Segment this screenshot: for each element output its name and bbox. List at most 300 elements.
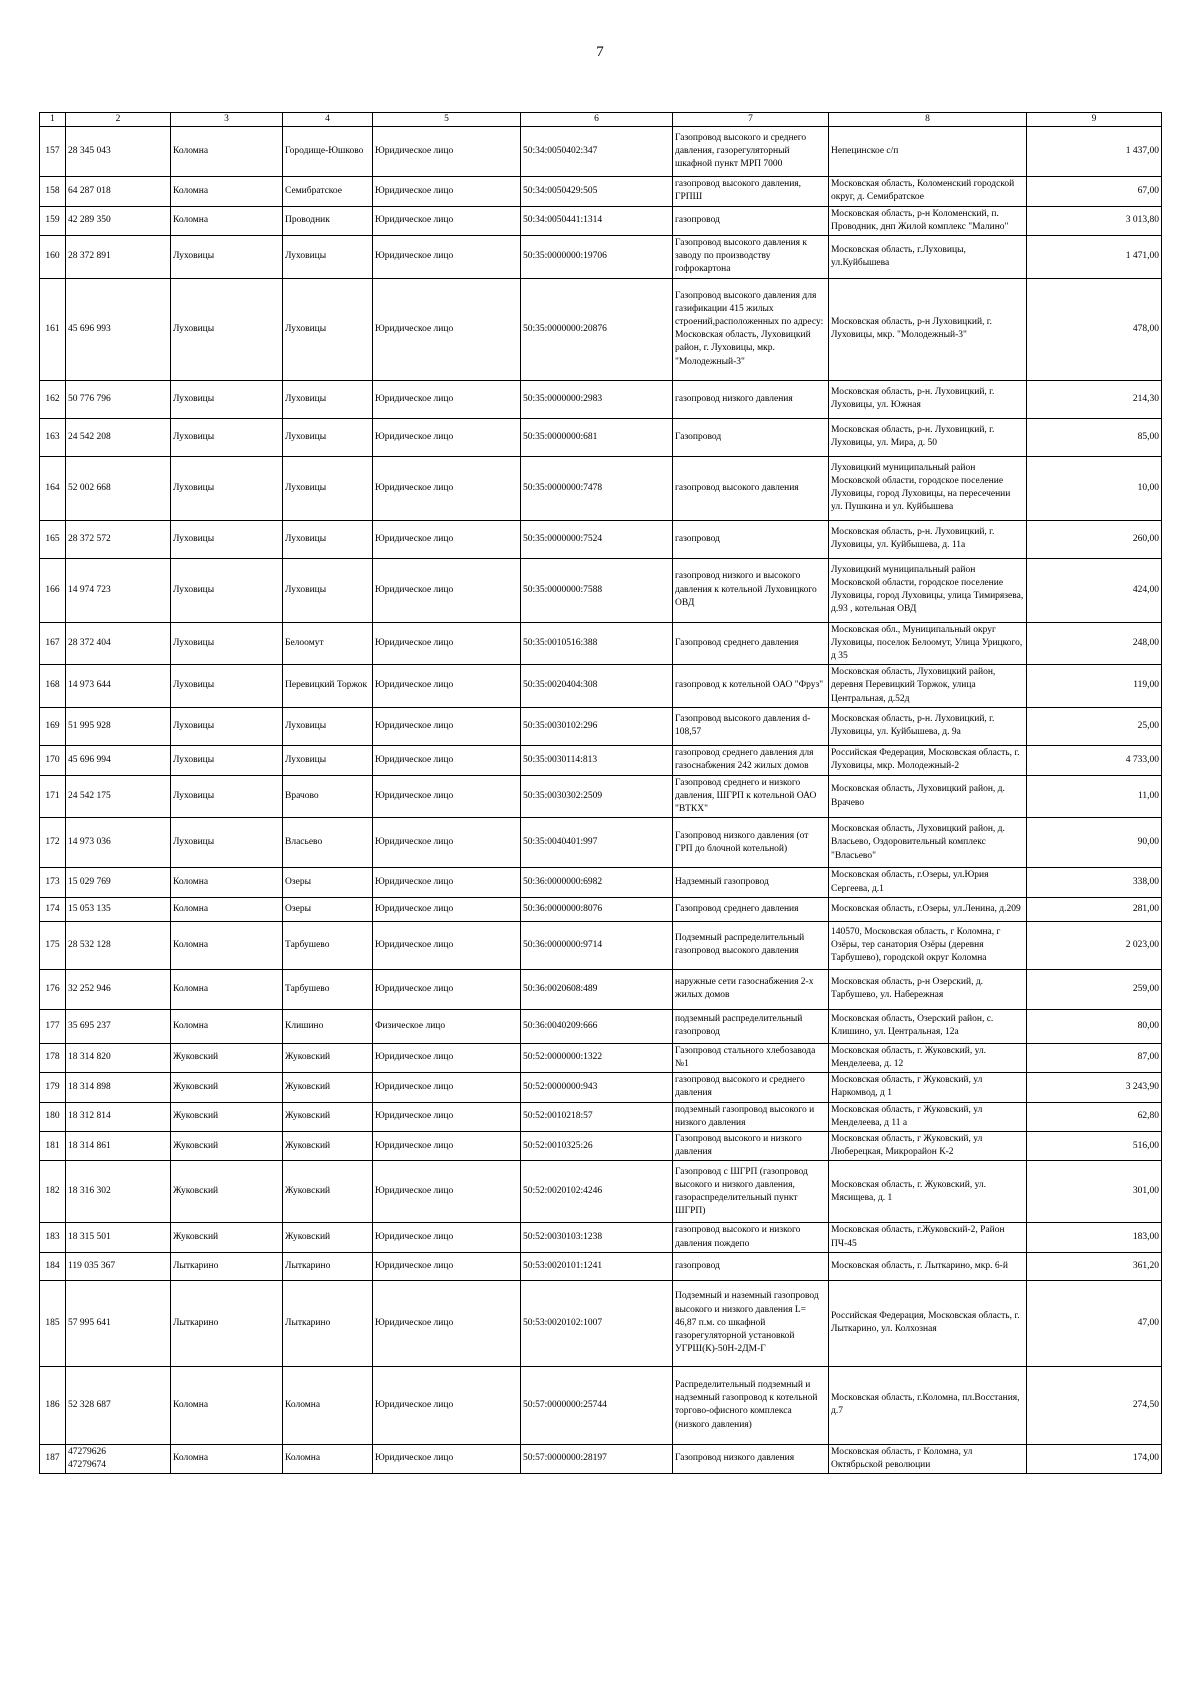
col-row-number: 174 (40, 897, 66, 921)
col-object: Газопровод стального хлебозавода №1 (673, 1043, 829, 1072)
col-value: 119,00 (1027, 665, 1162, 708)
col-cadastral-number: 50:52:0030103:1238 (521, 1223, 673, 1252)
col-locality: Жуковский (283, 1073, 373, 1102)
col-district: Лыткарино (171, 1252, 283, 1280)
col-row-number: 181 (40, 1132, 66, 1161)
table-row (40, 622, 1162, 665)
col-value: 85,00 (1027, 418, 1162, 456)
table-row (40, 1280, 1162, 1366)
col-row-number: 167 (40, 622, 66, 665)
col-locality: Проводник (283, 206, 373, 235)
col-district: Коломна (171, 897, 283, 921)
table-row (40, 1043, 1162, 1072)
col-locality: Луховицы (283, 380, 373, 418)
col-value: 1 471,00 (1027, 236, 1162, 279)
table-row (40, 665, 1162, 708)
col-locality: Городище-Юшково (283, 127, 373, 177)
data-table (39, 112, 1162, 1474)
col-owner-type: Юридическое лицо (373, 380, 521, 418)
col-row-number: 187 (40, 1444, 66, 1473)
col-cadastral-number: 50:52:0010218:57 (521, 1102, 673, 1131)
col-locality: Луховицы (283, 745, 373, 775)
col-row-number: 182 (40, 1161, 66, 1223)
col-code: 35 695 237 (66, 1009, 171, 1043)
col-value: 80,00 (1027, 1009, 1162, 1043)
col-code: 57 995 641 (66, 1280, 171, 1366)
col-locality: Тарбушево (283, 921, 373, 969)
header-col-object: 7 (673, 113, 829, 127)
col-object: газопровод высокого давления, ГРПШ (673, 177, 829, 206)
table-row (40, 380, 1162, 418)
table-row (40, 868, 1162, 897)
col-object: газопровод среднего давления для газоснабжения 242 жилых домов (673, 745, 829, 775)
header-col-value: 9 (1027, 113, 1162, 127)
col-code: 45 696 994 (66, 745, 171, 775)
col-owner-type: Юридическое лицо (373, 1161, 521, 1223)
col-locality: Жуковский (283, 1161, 373, 1223)
col-locality: Жуковский (283, 1223, 373, 1252)
col-object: газопровод (673, 1252, 829, 1280)
col-cadastral-number: 50:35:0000000:20876 (521, 278, 673, 380)
header-col-address: 8 (829, 113, 1027, 127)
col-address: Московская область, р-н. Луховицкий, г. Луховицы, ул. Куйбышева, д. 11а (829, 520, 1027, 558)
table-row (40, 1444, 1162, 1473)
col-address: Московская область, р-н. Луховицкий, г. Луховицы, ул. Куйбышева, д. 9а (829, 707, 1027, 745)
col-code: 24 542 208 (66, 418, 171, 456)
col-cadastral-number: 50:34:0050402:347 (521, 127, 673, 177)
col-row-number: 176 (40, 969, 66, 1009)
header-col-district: 3 (171, 113, 283, 127)
col-code: 64 287 018 (66, 177, 171, 206)
header-col-row-number: 1 (40, 113, 66, 127)
col-owner-type: Юридическое лицо (373, 456, 521, 520)
col-cadastral-number: 50:35:0000000:7478 (521, 456, 673, 520)
col-value: 281,00 (1027, 897, 1162, 921)
col-address: Московская область, г.Озеры, ул.Юрия Сергеева, д.1 (829, 868, 1027, 897)
col-cadastral-number: 50:35:0000000:19706 (521, 236, 673, 279)
col-district: Луховицы (171, 745, 283, 775)
col-owner-type: Юридическое лицо (373, 558, 521, 622)
col-object: Газопровод низкого давления (от ГРП до блочной котельной) (673, 818, 829, 868)
col-object: Газопровод высокого давления d-108,57 (673, 707, 829, 745)
col-value: 478,00 (1027, 278, 1162, 380)
col-cadastral-number: 50:35:0010516:388 (521, 622, 673, 665)
col-cadastral-number: 50:57:0000000:28197 (521, 1444, 673, 1473)
col-value: 10,00 (1027, 456, 1162, 520)
col-address: Московская область, г Жуковский, ул Люберецкая, Микрорайон К-2 (829, 1132, 1027, 1161)
col-code: 15 053 135 (66, 897, 171, 921)
col-district: Жуковский (171, 1132, 283, 1161)
col-address: Московская область, Озерский район, с. Клишино, ул. Центральная, 12а (829, 1009, 1027, 1043)
table-row (40, 456, 1162, 520)
table-row (40, 707, 1162, 745)
col-row-number: 173 (40, 868, 66, 897)
table-row (40, 775, 1162, 818)
col-locality: Луховицы (283, 236, 373, 279)
col-district: Коломна (171, 921, 283, 969)
col-locality: Луховицы (283, 418, 373, 456)
col-cadastral-number: 50:57:0000000:25744 (521, 1366, 673, 1444)
col-row-number: 169 (40, 707, 66, 745)
col-row-number: 168 (40, 665, 66, 708)
col-owner-type: Юридическое лицо (373, 665, 521, 708)
col-district: Луховицы (171, 456, 283, 520)
col-code: 18 316 302 (66, 1161, 171, 1223)
table-row (40, 1132, 1162, 1161)
col-cadastral-number: 50:35:0000000:681 (521, 418, 673, 456)
col-value: 361,20 (1027, 1252, 1162, 1280)
col-row-number: 171 (40, 775, 66, 818)
col-locality: Луховицы (283, 558, 373, 622)
col-value: 25,00 (1027, 707, 1162, 745)
header-col-owner-type: 5 (373, 113, 521, 127)
col-owner-type: Юридическое лицо (373, 1444, 521, 1473)
col-locality: Перевицкий Торжок (283, 665, 373, 708)
col-owner-type: Юридическое лицо (373, 1280, 521, 1366)
col-object: Газопровод высокого и низкого давления (673, 1132, 829, 1161)
col-address: 140570, Московская область, г Коломна, г Озёры, тер санатория Озёры (деревня Тарбушево), городской округ Коломна (829, 921, 1027, 969)
col-cadastral-number: 50:36:0020608:489 (521, 969, 673, 1009)
col-value: 47,00 (1027, 1280, 1162, 1366)
col-address: Луховицкий муниципальный район Московской области, городское поселение Луховицы, город Луховицы, улица Тимирязева, д.93 , котельная ОВД (829, 558, 1027, 622)
col-row-number: 179 (40, 1073, 66, 1102)
col-owner-type: Юридическое лицо (373, 1073, 521, 1102)
table-row (40, 558, 1162, 622)
col-locality: Коломна (283, 1444, 373, 1473)
col-district: Коломна (171, 1366, 283, 1444)
col-district: Коломна (171, 969, 283, 1009)
col-address: Московская область, р-н. Луховицкий, г. Луховицы, ул. Мира, д. 50 (829, 418, 1027, 456)
col-value: 174,00 (1027, 1444, 1162, 1473)
col-row-number: 161 (40, 278, 66, 380)
col-object: Газопровод среднего и низкого давления, ШГРП к котельной ОАО "ВТКХ" (673, 775, 829, 818)
col-code: 14 974 723 (66, 558, 171, 622)
col-code: 24 542 175 (66, 775, 171, 818)
col-owner-type: Юридическое лицо (373, 418, 521, 456)
col-code: 18 314 820 (66, 1043, 171, 1072)
col-cadastral-number: 50:36:0040209:666 (521, 1009, 673, 1043)
col-value: 1 437,00 (1027, 127, 1162, 177)
page-number: 7 (596, 44, 604, 60)
col-object: Газопровод среднего давления (673, 897, 829, 921)
col-row-number: 163 (40, 418, 66, 456)
header-col-code: 2 (66, 113, 171, 127)
col-code: 47279626 47279674 (66, 1444, 171, 1473)
table-row (40, 236, 1162, 279)
col-locality: Клишино (283, 1009, 373, 1043)
col-address: Непецинское с/п (829, 127, 1027, 177)
col-object: Газопровод (673, 418, 829, 456)
col-code: 18 314 861 (66, 1132, 171, 1161)
col-locality: Озеры (283, 897, 373, 921)
table-row (40, 520, 1162, 558)
col-row-number: 184 (40, 1252, 66, 1280)
table-row (40, 1073, 1162, 1102)
col-object: газопровод (673, 520, 829, 558)
col-value: 260,00 (1027, 520, 1162, 558)
col-owner-type: Юридическое лицо (373, 897, 521, 921)
col-row-number: 177 (40, 1009, 66, 1043)
col-owner-type: Юридическое лицо (373, 775, 521, 818)
col-owner-type: Юридическое лицо (373, 745, 521, 775)
table-row (40, 818, 1162, 868)
table-row (40, 969, 1162, 1009)
table-row (40, 1161, 1162, 1223)
table-row (40, 127, 1162, 177)
col-value: 90,00 (1027, 818, 1162, 868)
header-col-cadastral-number: 6 (521, 113, 673, 127)
col-address: Российская Федерация, Московская область, г. Лыткарино, ул. Колхозная (829, 1280, 1027, 1366)
col-value: 67,00 (1027, 177, 1162, 206)
col-object: Газопровод с ШГРП (газопровод высокого и низкого давления, газораспределительный пункт ШГРП) (673, 1161, 829, 1223)
col-code: 52 002 668 (66, 456, 171, 520)
col-object: Газопровод низкого давления (673, 1444, 829, 1473)
col-value: 259,00 (1027, 969, 1162, 1009)
col-address: Московская область, г Жуковский, ул Наркомвод, д 1 (829, 1073, 1027, 1102)
col-object: газопровод высокого и среднего давления (673, 1073, 829, 1102)
col-owner-type: Юридическое лицо (373, 1366, 521, 1444)
col-address: Московская область, р-н Коломенский, п. Проводник, днп Жилой комплекс "Малино" (829, 206, 1027, 235)
col-cadastral-number: 50:34:0050429:505 (521, 177, 673, 206)
col-locality: Жуковский (283, 1043, 373, 1072)
col-object: газопровод высокого давления (673, 456, 829, 520)
col-cadastral-number: 50:35:0030102:296 (521, 707, 673, 745)
col-row-number: 178 (40, 1043, 66, 1072)
col-value: 274,50 (1027, 1366, 1162, 1444)
col-locality: Озеры (283, 868, 373, 897)
col-owner-type: Юридическое лицо (373, 278, 521, 380)
header-col-locality: 4 (283, 113, 373, 127)
table-row (40, 897, 1162, 921)
col-cadastral-number: 50:53:0020102:1007 (521, 1280, 673, 1366)
table-row (40, 177, 1162, 206)
col-address: Московская область, Луховицкий район, д. Врачево (829, 775, 1027, 818)
col-district: Жуковский (171, 1161, 283, 1223)
col-address: Московская область, Луховицкий район, деревня Перевицкий Торжок, улица Центральная, д.52д (829, 665, 1027, 708)
col-row-number: 162 (40, 380, 66, 418)
col-code: 18 312 814 (66, 1102, 171, 1131)
col-cadastral-number: 50:34:0050441:1314 (521, 206, 673, 235)
col-address: Луховицкий муниципальный район Московской области, городское поселение Луховицы, город Луховицы, на пересечении ул. Пушкина и ул. Куйбышева (829, 456, 1027, 520)
col-value: 87,00 (1027, 1043, 1162, 1072)
col-owner-type: Юридическое лицо (373, 622, 521, 665)
col-value: 4 733,00 (1027, 745, 1162, 775)
table-row (40, 745, 1162, 775)
table-row (40, 1102, 1162, 1131)
col-cadastral-number: 50:36:0000000:6982 (521, 868, 673, 897)
col-district: Луховицы (171, 520, 283, 558)
col-row-number: 172 (40, 818, 66, 868)
col-code: 14 973 644 (66, 665, 171, 708)
col-row-number: 170 (40, 745, 66, 775)
header-row (40, 113, 1162, 127)
col-object: Газопровод высокого давления для газификации 415 жилых строений,расположенных по адресу: Московская область, Луховицкий район, г. Луховицы, мкр. "Молодежный-3" (673, 278, 829, 380)
col-district: Луховицы (171, 665, 283, 708)
col-code: 28 532 128 (66, 921, 171, 969)
col-code: 28 372 572 (66, 520, 171, 558)
col-code: 18 315 501 (66, 1223, 171, 1252)
col-district: Коломна (171, 177, 283, 206)
col-district: Луховицы (171, 380, 283, 418)
col-district: Лыткарино (171, 1280, 283, 1366)
col-address: Московская область, р-н Озерский, д. Тарбушево, ул. Набережная (829, 969, 1027, 1009)
table-row (40, 1366, 1162, 1444)
col-owner-type: Юридическое лицо (373, 177, 521, 206)
table-row (40, 418, 1162, 456)
col-address: Московская область, р-н Луховицкий, г. Луховицы, мкр. "Молодежный-3" (829, 278, 1027, 380)
col-district: Луховицы (171, 236, 283, 279)
col-cadastral-number: 50:35:0000000:2983 (521, 380, 673, 418)
col-owner-type: Юридическое лицо (373, 127, 521, 177)
col-owner-type: Юридическое лицо (373, 818, 521, 868)
col-district: Жуковский (171, 1102, 283, 1131)
col-locality: Луховицы (283, 707, 373, 745)
col-row-number: 158 (40, 177, 66, 206)
col-locality: Семибратское (283, 177, 373, 206)
col-value: 2 023,00 (1027, 921, 1162, 969)
col-locality: Врачово (283, 775, 373, 818)
col-object: Газопровод среднего давления (673, 622, 829, 665)
col-value: 62,80 (1027, 1102, 1162, 1131)
col-address: Московская область, г.Озеры, ул.Ленина, д.209 (829, 897, 1027, 921)
col-value: 338,00 (1027, 868, 1162, 897)
col-locality: Лыткарино (283, 1252, 373, 1280)
col-object: Газопровод высокого и среднего давления, газорегуляторный шкафной пункт МРП 7000 (673, 127, 829, 177)
col-district: Коломна (171, 868, 283, 897)
col-value: 248,00 (1027, 622, 1162, 665)
table-row (40, 921, 1162, 969)
col-address: Московская область, г. Жуковский, ул. Менделеева, д. 12 (829, 1043, 1027, 1072)
col-value: 301,00 (1027, 1161, 1162, 1223)
col-district: Жуковский (171, 1043, 283, 1072)
col-code: 14 973 036 (66, 818, 171, 868)
col-cadastral-number: 50:35:0000000:7588 (521, 558, 673, 622)
col-owner-type: Юридическое лицо (373, 921, 521, 969)
col-row-number: 175 (40, 921, 66, 969)
col-code: 28 372 891 (66, 236, 171, 279)
col-row-number: 160 (40, 236, 66, 279)
col-row-number: 183 (40, 1223, 66, 1252)
col-code: 42 289 350 (66, 206, 171, 235)
col-row-number: 159 (40, 206, 66, 235)
col-locality: Жуковский (283, 1102, 373, 1131)
col-code: 32 252 946 (66, 969, 171, 1009)
col-object: газопровод высокого и низкого давления пождепо (673, 1223, 829, 1252)
col-district: Луховицы (171, 818, 283, 868)
col-district: Луховицы (171, 558, 283, 622)
col-row-number: 166 (40, 558, 66, 622)
col-code: 45 696 993 (66, 278, 171, 380)
col-address: Московская область, Луховицкий район, д. Власьево, Оздоровительный комплекс "Власьево" (829, 818, 1027, 868)
col-object: Газопровод высокого давления к заводу по производству гофрокартона (673, 236, 829, 279)
col-value: 214,30 (1027, 380, 1162, 418)
col-row-number: 164 (40, 456, 66, 520)
col-code: 50 776 796 (66, 380, 171, 418)
col-address: Московская область, р-н. Луховицкий, г. Луховицы, ул. Южная (829, 380, 1027, 418)
col-object: Подземный и наземный газопровод высокого и низкого давления L= 46,87 п.м. со шкафной газорегуляторной установкой УГРШ(К)-50Н-2ДМ-Г (673, 1280, 829, 1366)
col-address: Российская Федерация, Московская область, г. Луховицы, мкр. Молодежный-2 (829, 745, 1027, 775)
col-object: наружные сети газоснабжения 2-х жилых домов (673, 969, 829, 1009)
table-row (40, 1223, 1162, 1252)
col-cadastral-number: 50:36:0000000:9714 (521, 921, 673, 969)
col-owner-type: Юридическое лицо (373, 1043, 521, 1072)
col-object: подземный газопровод высокого и низкого давления (673, 1102, 829, 1131)
col-value: 516,00 (1027, 1132, 1162, 1161)
col-locality: Луховицы (283, 278, 373, 380)
col-address: Московская область, г. Жуковский, ул. Мясищева, д. 1 (829, 1161, 1027, 1223)
col-address: Московская область, Коломенский городской округ, д. Семибратское (829, 177, 1027, 206)
col-locality: Лыткарино (283, 1280, 373, 1366)
col-code: 28 372 404 (66, 622, 171, 665)
col-owner-type: Юридическое лицо (373, 969, 521, 1009)
col-district: Луховицы (171, 775, 283, 818)
col-district: Жуковский (171, 1223, 283, 1252)
col-district: Жуковский (171, 1073, 283, 1102)
col-row-number: 180 (40, 1102, 66, 1131)
col-object: Распределительный подземный и надземный газопровод к котельной торгово-офисного комплекса (низкого давления) (673, 1366, 829, 1444)
col-address: Московская область, г.Жуковский-2, Район ПЧ-45 (829, 1223, 1027, 1252)
col-object: Надземный газопровод (673, 868, 829, 897)
col-cadastral-number: 50:52:0000000:1322 (521, 1043, 673, 1072)
col-locality: Луховицы (283, 456, 373, 520)
col-value: 424,00 (1027, 558, 1162, 622)
col-owner-type: Юридическое лицо (373, 520, 521, 558)
col-cadastral-number: 50:35:0020404:308 (521, 665, 673, 708)
col-address: Московская область, г Жуковский, ул Менделеева, д 11 а (829, 1102, 1027, 1131)
col-owner-type: Юридическое лицо (373, 1252, 521, 1280)
col-district: Коломна (171, 206, 283, 235)
col-object: Подземный распределительный газопровод высокого давления (673, 921, 829, 969)
col-district: Коломна (171, 1444, 283, 1473)
col-row-number: 165 (40, 520, 66, 558)
col-owner-type: Юридическое лицо (373, 1223, 521, 1252)
col-object: газопровод низкого и высокого давления к котельной Луховицкого ОВД (673, 558, 829, 622)
col-value: 3 243,90 (1027, 1073, 1162, 1102)
col-cadastral-number: 50:53:0020101:1241 (521, 1252, 673, 1280)
col-object: газопровод низкого давления (673, 380, 829, 418)
table-row (40, 1252, 1162, 1280)
col-locality: Тарбушево (283, 969, 373, 1009)
col-cadastral-number: 50:35:0000000:7524 (521, 520, 673, 558)
col-cadastral-number: 50:35:0030302:2509 (521, 775, 673, 818)
col-locality: Коломна (283, 1366, 373, 1444)
col-district: Коломна (171, 1009, 283, 1043)
col-locality: Жуковский (283, 1132, 373, 1161)
col-value: 3 013,80 (1027, 206, 1162, 235)
table-row (40, 206, 1162, 235)
col-address: Московская обл., Муниципальный округ Луховицы, поселок Белоомут, Улица Урицкого, д 35 (829, 622, 1027, 665)
table-body (40, 127, 1162, 1474)
col-owner-type: Юридическое лицо (373, 236, 521, 279)
col-cadastral-number: 50:52:0020102:4246 (521, 1161, 673, 1223)
col-object: подземный распределительный газопровод (673, 1009, 829, 1043)
col-owner-type: Юридическое лицо (373, 868, 521, 897)
col-object: газопровод к котельной ОАО "Фруз" (673, 665, 829, 708)
col-cadastral-number: 50:35:0040401:997 (521, 818, 673, 868)
col-owner-type: Юридическое лицо (373, 707, 521, 745)
col-district: Луховицы (171, 418, 283, 456)
col-district: Луховицы (171, 707, 283, 745)
col-row-number: 185 (40, 1280, 66, 1366)
col-owner-type: Физическое лицо (373, 1009, 521, 1043)
table-row (40, 278, 1162, 380)
col-code: 119 035 367 (66, 1252, 171, 1280)
col-owner-type: Юридическое лицо (373, 1102, 521, 1131)
col-district: Луховицы (171, 622, 283, 665)
col-address: Московская область, г. Лыткарино, мкр. 6-й (829, 1252, 1027, 1280)
col-code: 18 314 898 (66, 1073, 171, 1102)
col-owner-type: Юридическое лицо (373, 206, 521, 235)
